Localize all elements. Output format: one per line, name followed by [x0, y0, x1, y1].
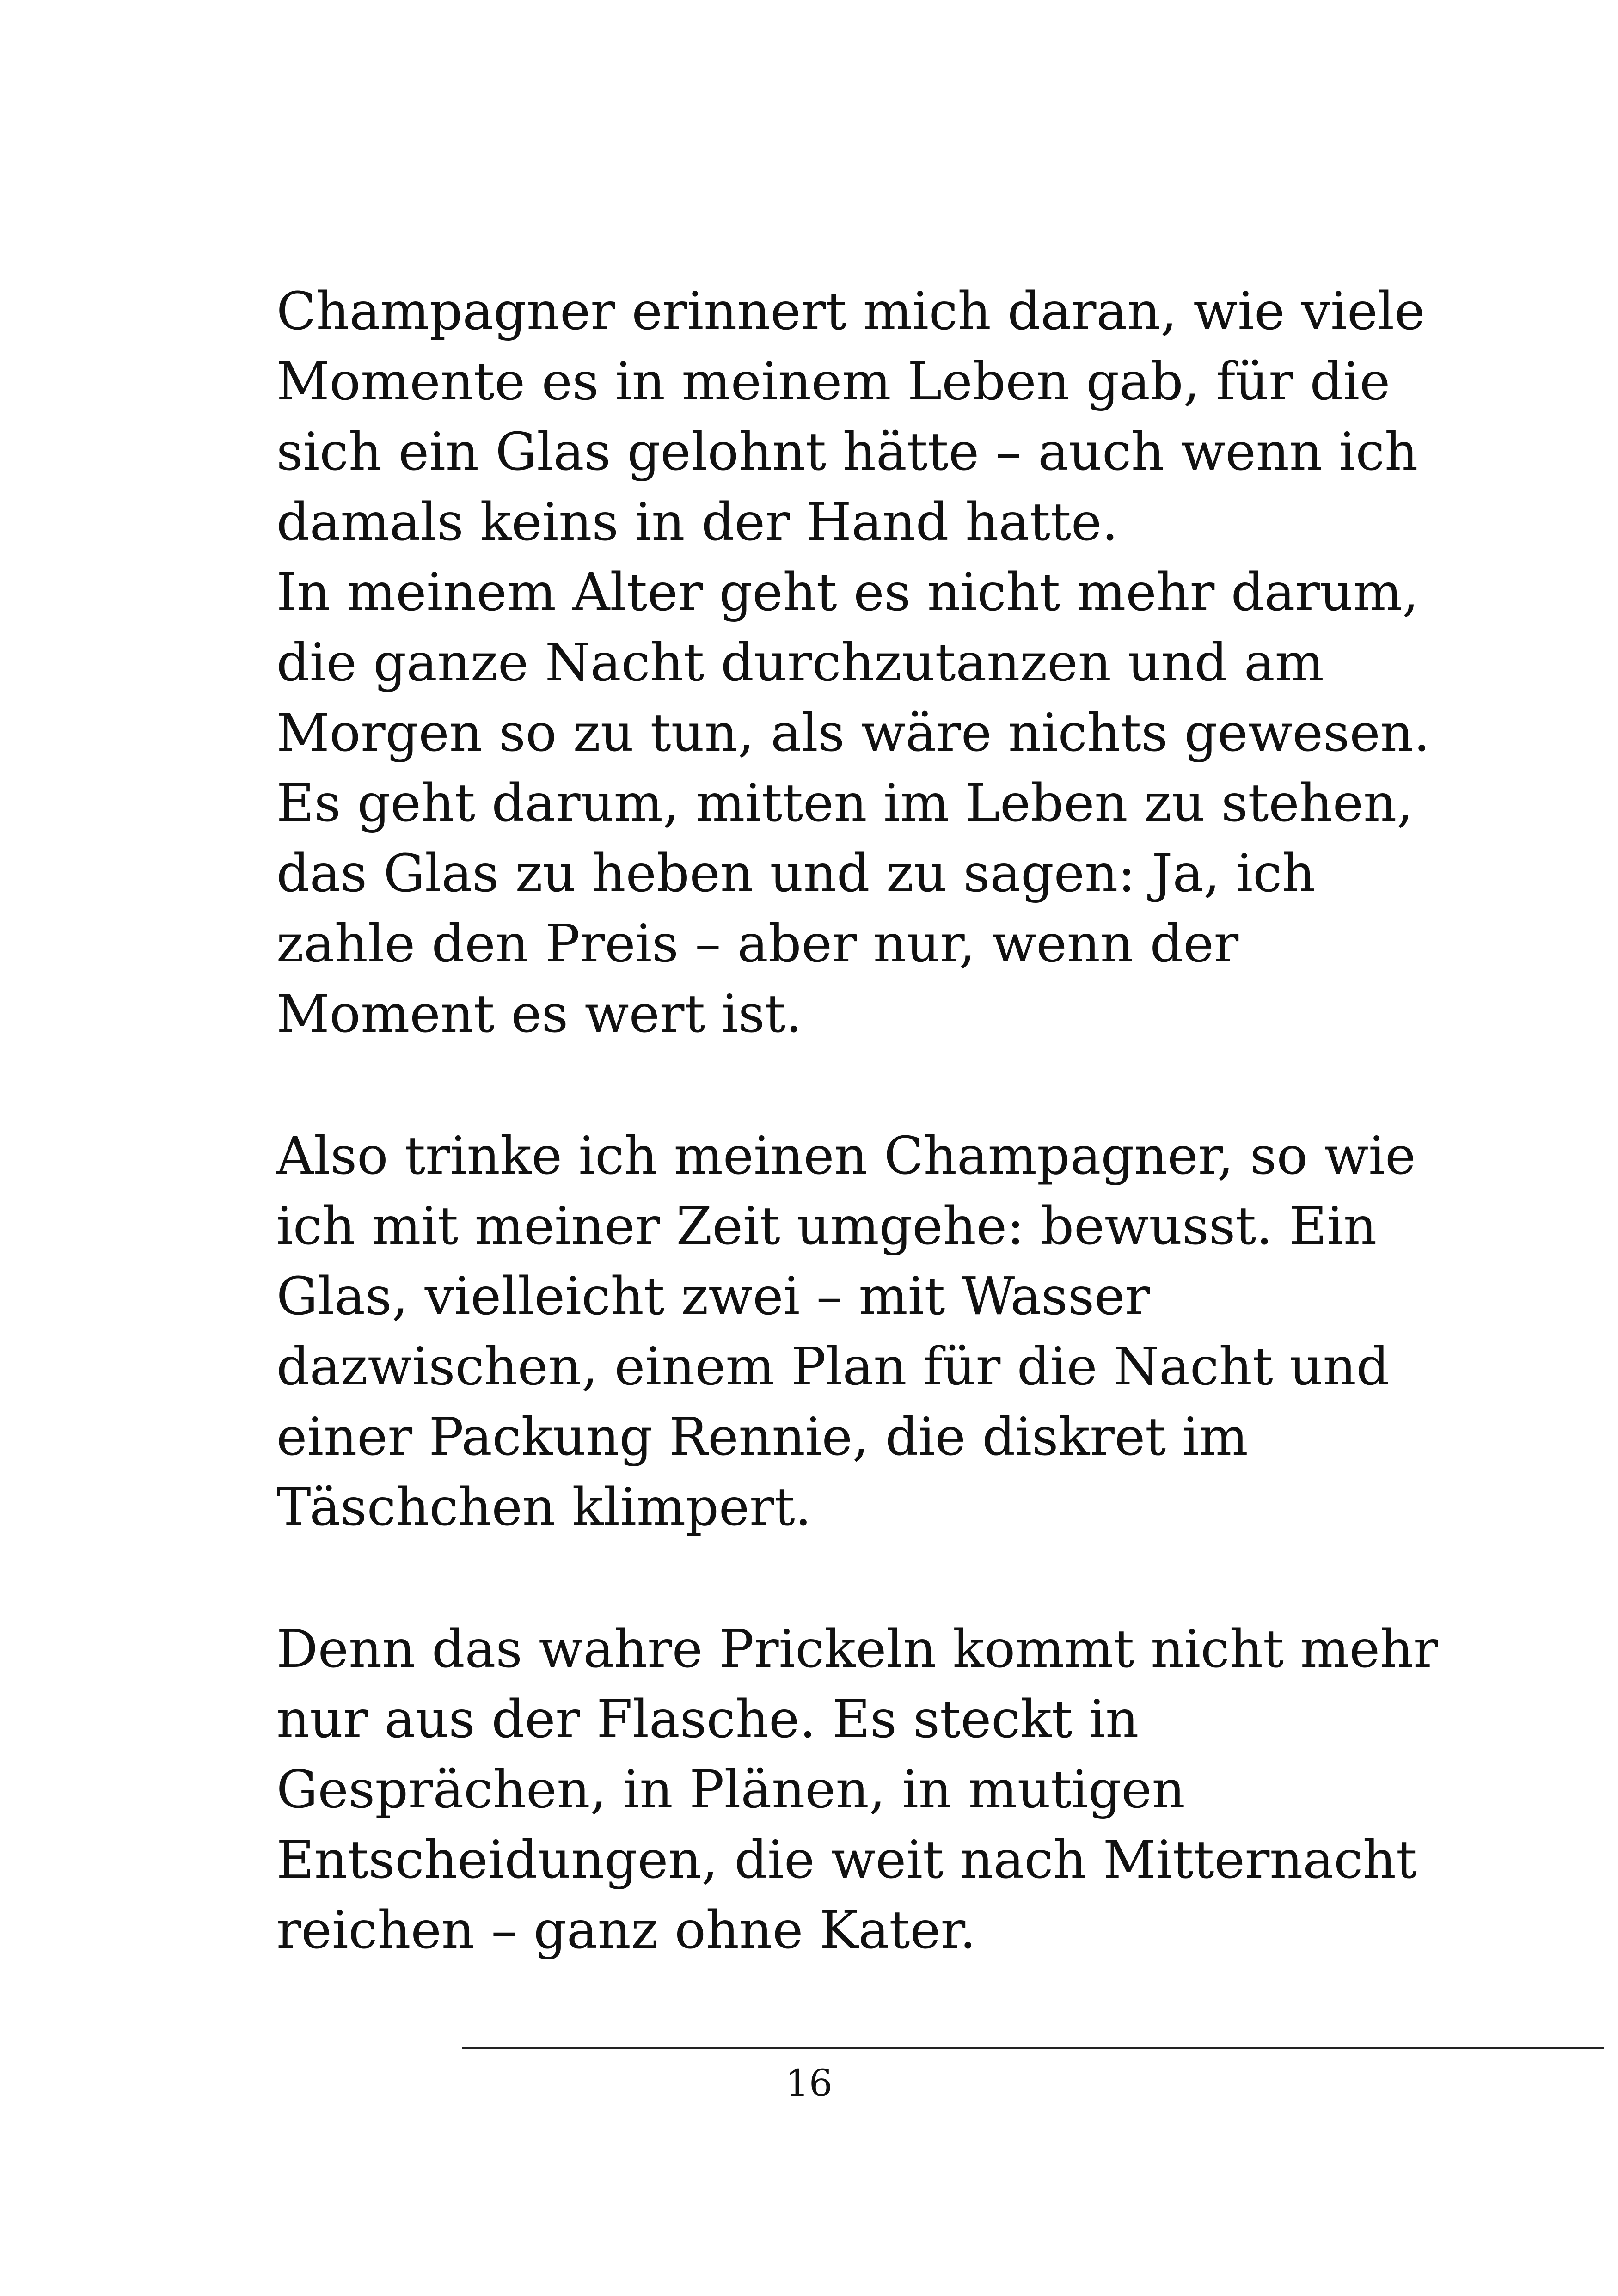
- paragraph-2: [276, 1121, 1416, 1543]
- text-line: reichen – ganz ohne Kater.: [276, 1900, 976, 1960]
- footer-divider: [462, 2047, 1604, 2049]
- paragraph-spacer: [276, 1049, 1387, 1121]
- text-line: zahle den Preis – aber nur, wenn der: [276, 914, 1239, 974]
- text-line: ich mit meiner Zeit umgehe: bewusst. Ein: [276, 1196, 1377, 1256]
- text-line: das Glas zu heben und zu sagen: Ja, ich: [276, 844, 1316, 904]
- page-number: 16: [785, 2062, 833, 2105]
- text-line: dazwischen, einem Plan für die Nacht und: [276, 1337, 1390, 1397]
- text-line: Moment es wert ist.: [276, 984, 802, 1044]
- text-line: einer Packung Rennie, die diskret im: [276, 1407, 1248, 1467]
- paragraph-spacer: [276, 1543, 1387, 1614]
- text-line: nur aus der Flasche. Es steckt in: [276, 1690, 1139, 1750]
- text-line: damals keins in der Hand hatte.: [276, 492, 1118, 552]
- text-line: Momente es in meinem Leben gab, für die: [276, 352, 1391, 412]
- body-text: [276, 276, 1438, 1965]
- text-line: sich ein Glas gelohnt hätte – auch wenn ich: [276, 422, 1418, 482]
- text-line: Champagner erinnert mich daran, wie viele: [276, 282, 1425, 342]
- text-line: In meinem Alter geht es nicht mehr darum,: [276, 563, 1419, 623]
- paragraph-1: [276, 276, 1430, 1049]
- text-line: Denn das wahre Prickeln kommt nicht mehr: [276, 1619, 1438, 1679]
- text-line: Morgen so zu tun, als wäre nichts gewesen.: [276, 703, 1430, 763]
- text-line: Gesprächen, in Plänen, in mutigen: [276, 1760, 1185, 1820]
- text-line: die ganze Nacht durchzutanzen und am: [276, 633, 1324, 693]
- text-line: Entscheidungen, die weit nach Mitternacht: [276, 1830, 1417, 1890]
- paragraph-3: [276, 1614, 1438, 1965]
- text-line: Glas, vielleicht zwei – mit Wasser: [276, 1267, 1150, 1327]
- text-line: Also trinke ich meinen Champagner, so wie: [276, 1126, 1416, 1186]
- text-line: Täschchen klimpert.: [276, 1477, 812, 1537]
- text-line: Es geht darum, mitten im Leben zu stehen,: [276, 773, 1413, 833]
